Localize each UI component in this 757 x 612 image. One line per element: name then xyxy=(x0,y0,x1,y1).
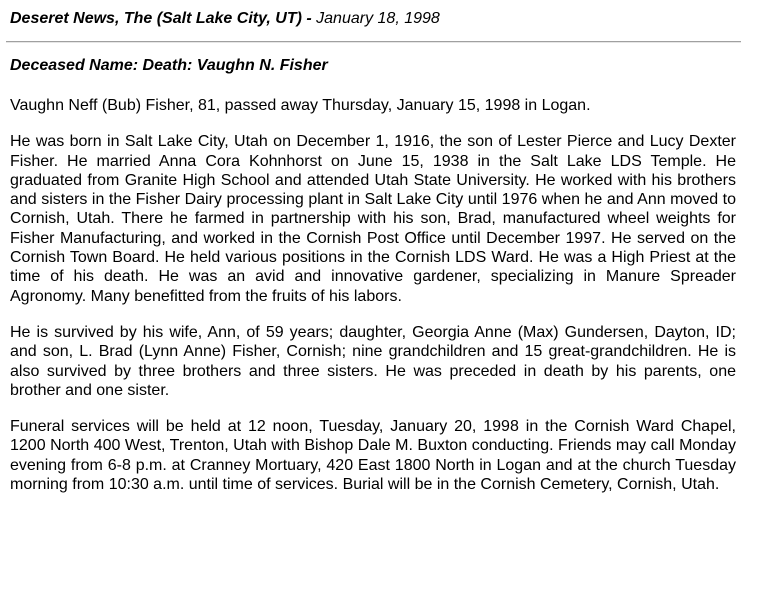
obituary-paragraph-survivors: He is survived by his wife, Ann, of 59 years; daughter, Georgia Anne (Max) Gundersen, Dayton, ID; and son, L. Brad (Lynn Anne) Fisher, Cornish; nine grandchildren and 15 great-grandchildren. He is also survived by three brothers and three sisters. He was preceded in death by his parents, one brother and one sister. xyxy=(10,323,736,399)
header-divider xyxy=(6,41,741,43)
header-separator: - xyxy=(301,10,317,27)
publication-source: Deseret News, The (Salt Lake City, UT) xyxy=(10,10,302,27)
obituary-body xyxy=(10,96,736,511)
obituary-paragraph-intro: Vaughn Neff (Bub) Fisher, 81, passed away Thursday, January 15, 1998 in Logan. xyxy=(10,97,591,114)
publication-header xyxy=(10,10,440,28)
obituary-title: Deceased Name: Death: Vaughn N. Fisher xyxy=(10,57,328,74)
obituary-paragraph-biography: He was born in Salt Lake City, Utah on December 1, 1916, the son of Lester Pierce and Lucy Dexter Fisher. He married Anna Cora Kohnhorst on June 15, 1938 in the Salt Lake LDS Temple. He graduated from Granite High School and attended Utah State University. He worked with his brothers and sisters in the Fisher Dairy processing plant in Salt Lake City until 1976 when he and Ann moved to Cornish, Utah. There he farmed in partnership with his son, Brad, manufactured wheel weights for Fisher Manufacturing, and worked in the Cornish Post Office until December 1997. He served on the Cornish Town Board. He held various positions in the Cornish LDS Ward. He was a High Priest at the time of his death. He was an avid and innovative gardener, specializing in Manure Spreader Agronomy. Many benefitted from the fruits of his labors. xyxy=(10,133,736,305)
publication-date: January 18, 1998 xyxy=(316,10,440,27)
obituary-paragraph-services: Funeral services will be held at 12 noon, Tuesday, January 20, 1998 in the Cornish Ward Chapel, 1200 North 400 West, Trenton, Utah with Bishop Dale M. Buxton conducting. Friends may call Monday evening from 6-8 p.m. at Cranney Mortuary, 420 East 1800 North in Logan and at the church Tuesday morning from 10:30 a.m. until time of services. Burial will be in the Cornish Cemetery, Cornish, Utah. xyxy=(10,418,736,494)
